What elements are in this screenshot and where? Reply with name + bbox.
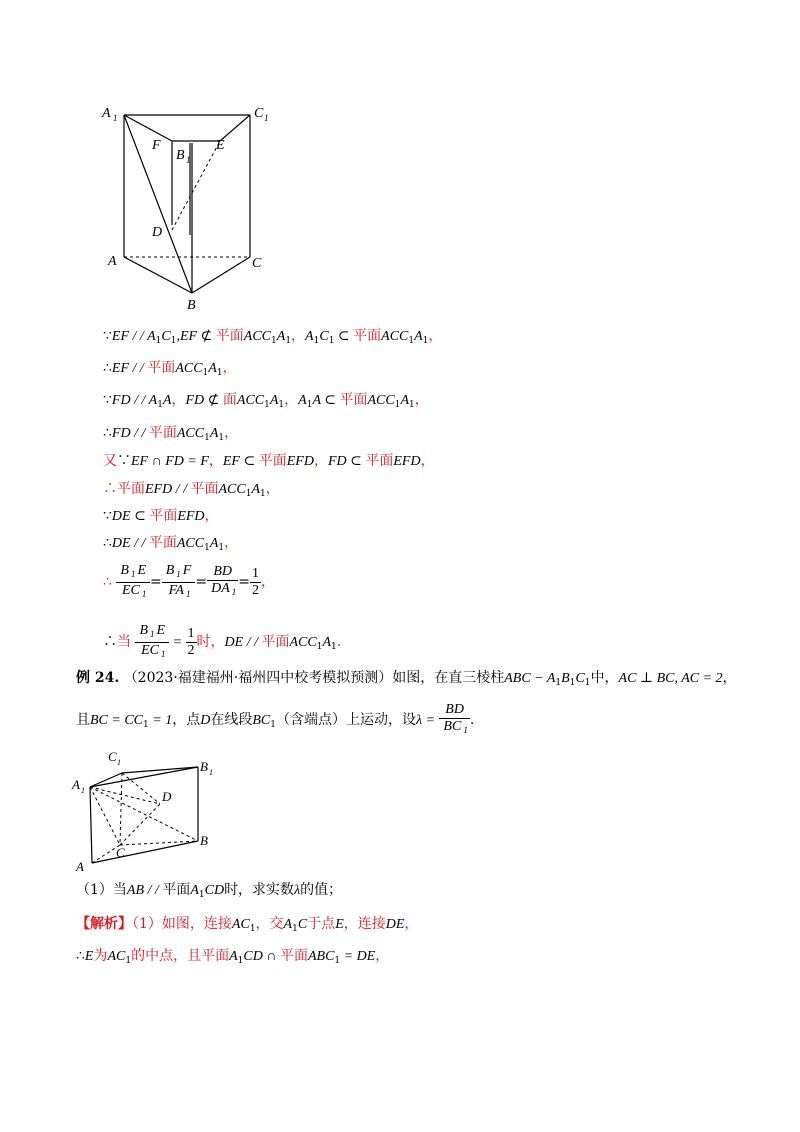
proof-line-1: ∵EF / / $A_1C_1,EF$ ⊄ 平面$ACC_1A_1$，$A_1C_1$ ⊂ 平面$ACC_1A_1$， bbox=[103, 328, 443, 346]
label-f: F bbox=[152, 138, 161, 153]
label2-b: B bbox=[200, 833, 208, 848]
frac-half-b: $\frac{1}{2}$ bbox=[187, 625, 195, 658]
label-c: C bbox=[252, 256, 262, 271]
label-a1-sub: 1 bbox=[113, 113, 118, 123]
label-c1: C bbox=[254, 106, 264, 121]
frac-half: $\frac{1}{2}$ bbox=[252, 565, 259, 598]
proof-line-7: ∵DE ⊂ 平面EFD， bbox=[103, 508, 219, 524]
example-condition: 且BC = $CC_1 = 1$，点D在线段$BC_1$（含端点）上运动，设λ = $\frac{BD}{BC _1}$ . bbox=[76, 700, 474, 740]
label2-c1: C bbox=[108, 749, 117, 764]
solution-line-1: 【解析】（1）如图，连接$AC_1$，交$A_1C$于点E，连接DE， bbox=[76, 916, 419, 934]
proof-line-5: 又∵EF ∩ FD = F，EF ⊂ 平面EFD，FD ⊂ 平面EFD， bbox=[103, 453, 435, 469]
label2-b1-sub: 1 bbox=[209, 768, 213, 777]
frac-b1e-ec1-b: $\frac{B _1 E}{EC _1}$ bbox=[135, 623, 169, 662]
question-1: （1）当AB / / 平面$A_1CD$时，求实数λ的值； bbox=[76, 882, 343, 900]
proof-line-3: ∵FD / / $A_1A$，FD ⊄ 面$ACC_1A_1$，$A_1A$ ⊂ 平面$ACC_1A_1$， bbox=[103, 392, 429, 410]
proof-line-8: ∴DE / / 平面$ACC_1A_1$， bbox=[103, 535, 239, 553]
label2-c1-sub: 1 bbox=[117, 758, 121, 767]
label2-a: A bbox=[76, 859, 84, 874]
example-label: 例 24. bbox=[76, 670, 120, 686]
proof-line-10: ∴当 $\frac{B _1 E}{EC _1}$ = $\frac{1}{2}$ 时，DE / / 平面$ACC_1A_1$. bbox=[103, 622, 341, 662]
label2-a1: A bbox=[72, 777, 80, 792]
frac-bd-da1: $\frac{BD}{DA _1}$ bbox=[207, 564, 238, 600]
frac-b1f-fa1: $\frac{B _1 F}{FA _1}$ bbox=[162, 563, 196, 602]
label2-a1-sub: 1 bbox=[81, 786, 85, 795]
label2-b1: B bbox=[200, 759, 208, 774]
label-e: E bbox=[216, 138, 225, 153]
label2-c: C bbox=[116, 845, 125, 860]
proof-line-2: ∴EF / / 平面$ACC_1A_1$， bbox=[103, 360, 237, 378]
label-b1: B bbox=[176, 148, 185, 163]
proof-line-9: ∴ $\frac{B _1 E}{EC _1}$ = $\frac{B _1 F}{FA _1}$ = $\frac{BD}{DA _1}$ = $\frac{1}{2}$ ， bbox=[103, 562, 275, 602]
frac-b1e-ec1: $\frac{B _1 E}{EC _1}$ bbox=[116, 563, 150, 602]
prism-figure-2 bbox=[70, 745, 220, 875]
solution-line-2: ∴E为$AC_1$的中点，且平面$A_1CD$ ∩ 平面$ABC_1$ = DE， bbox=[76, 948, 390, 966]
example-heading: 例 24. （2023·福建福州·福州四中校考模拟预测）如图，在直三棱柱ABC − $A_1B_1C_1$中，AC ⊥ BC, AC = 2， bbox=[76, 670, 737, 688]
label-a1: A bbox=[102, 106, 111, 121]
label-c1-sub: 1 bbox=[264, 113, 269, 123]
label-b1-sub: 1 bbox=[186, 155, 191, 165]
label-b: B bbox=[187, 298, 196, 313]
label-a: A bbox=[108, 254, 117, 269]
proof-line-6: ∴平面EFD / / 平面$ACC_1A_1$， bbox=[103, 481, 280, 499]
label-d: D bbox=[152, 225, 163, 240]
proof-line-4: ∴FD / / 平面$ACC_1A_1$， bbox=[103, 425, 239, 443]
prism-figure-1 bbox=[100, 95, 290, 315]
solution-tag: 【解析】 bbox=[76, 916, 132, 932]
label2-d: D bbox=[162, 789, 172, 804]
frac-lambda: $\frac{BD}{BC _1}$ bbox=[439, 702, 469, 738]
